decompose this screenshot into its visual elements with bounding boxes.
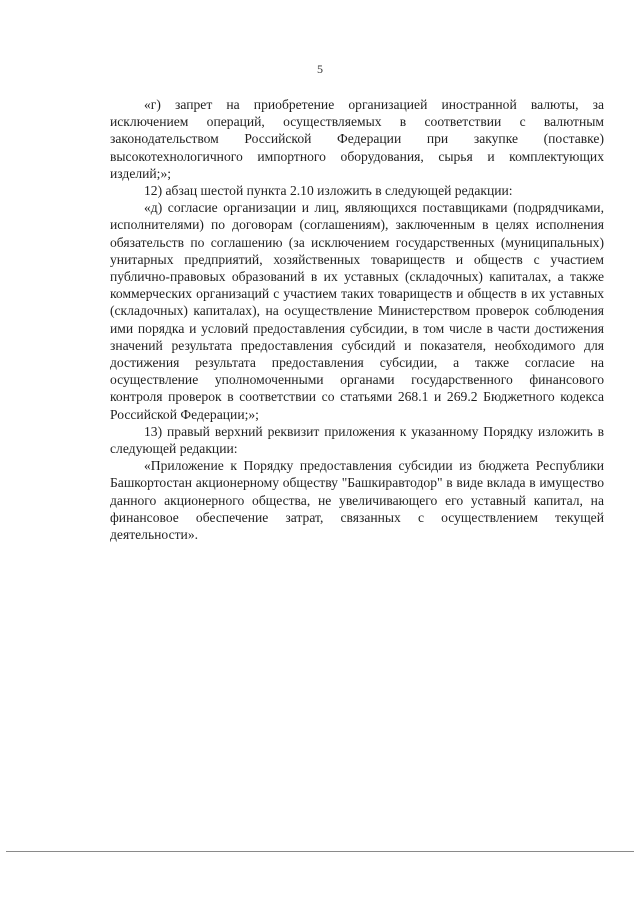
paragraph-item-12: 12) абзац шестой пункта 2.10 изложить в следующей редакции: (144, 183, 513, 199)
paragraph-g-currency-ban: «г) запрет на приобретение организацией иностранной валюты, за исключением операций, осуществляемых в соответствии с валютным законодательством Российской Федерации при закупке (поставке) высокотехнологичного импортного оборудования, сырья и комплектующих изделий;»; (110, 97, 604, 181)
page-bottom-line (6, 851, 634, 852)
paragraph-item-13: 13) правый верхний реквизит приложения к указанному Порядку изложить в следующей редакции: (110, 423, 604, 457)
paragraph-appendix-requisite: «Приложение к Порядку предоставления субсидии из бюджета Республики Башкортостан акционерному обществу "Башкиравтодор" в виде вклада в имущество данного акционерного общества, не увеличивающего его уставный капитал, на финансовое обеспечение затрат, связанных с осуществлением текущей деятельности». (110, 458, 604, 543)
paragraph-d-consent: «д) согласие организации и лиц, являющихся поставщиками (подрядчиками, исполнителями) по договорам (соглашениям), заключенным в целях исполнения обязательств по соглашению (за исключением государственных (муниципальных) унитарных предприятий, хозяйственных товариществ и обществ с участием публично-правовых образований в их уставных (складочных) капиталах, а также коммерческих организаций с участием таких товариществ и обществ в их уставных (складочных) капиталах), на осуществление Министерством проверок соблюдения ими порядка и условий предоставления субсидии, в том числе в части достижения значений результата предоставления субсидий и показателя, необходимого для достижения результата предоставления субсидии, а также согласие на осуществление уполномоченными органами государственного финансового контроля проверок в соответствии со статьями 268.1 и 269.2 Бюджетного кодекса Российской Федерации;»; (110, 200, 604, 422)
page-number: 5 (317, 62, 323, 76)
document-body (110, 96, 604, 543)
